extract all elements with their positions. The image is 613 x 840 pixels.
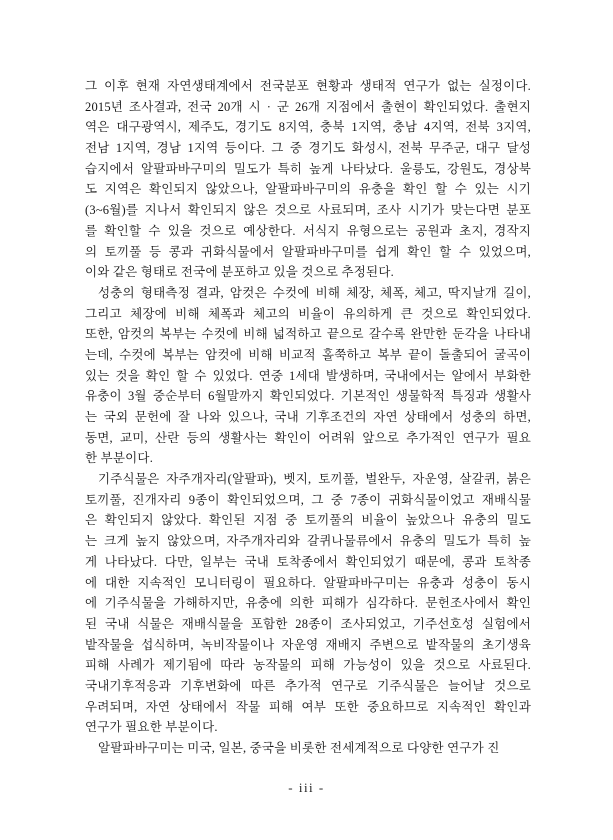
- text-line: 연구가 필요한 부분이다.: [85, 720, 218, 735]
- paragraph: [85, 283, 531, 469]
- text-line: 는 국외 문헌에 잘 나와 있으나, 국내 기후조건의 자연 상태에서 성충의 하면,: [85, 410, 531, 424]
- text-line: 에 대한 지속적인 모니터링이 필요하다. 알팔파바구미는 유충과 성충이 동시: [85, 575, 531, 590]
- text-line: 는 크게 높지 않았으며, 자주개자리와 갈퀴나물류에서 유충의 밀도가 특히 높: [85, 534, 531, 549]
- text-line: (3~6월)를 지나서 확인되지 않은 것으로 사료되며, 조사 시기가 맞는다면 분포: [85, 203, 531, 218]
- text-line: 이와 같은 형태로 전국에 분포하고 있을 것으로 추정된다.: [85, 265, 394, 280]
- text-line: 를 확인할 수 있을 것으로 예상한다. 서식지 유형으로는 공원과 초지, 경작지: [85, 223, 531, 238]
- text-line: 의 토끼풀 등 콩과 귀화식물에서 알팔파바구미를 쉽게 확인 할 수 있었으며,: [85, 244, 531, 259]
- text-line: 국내기후적응과 기후변화에 따른 추가적 연구로 기주식물은 늘어날 것으로: [85, 678, 531, 693]
- text-line: 2015년 조사결과, 전국 20개 시 · 군 26개 지점에서 출현이 확인되었다. 출현지: [85, 99, 531, 114]
- text-line: 피해 사례가 제기됨에 따라 농작물의 피해 가능성이 있을 것으로 사료된다.: [85, 658, 531, 673]
- text-line: 습지에서 알팔파바구미의 밀도가 특히 높게 나타났다. 울릉도, 강원도, 경상북: [85, 161, 531, 176]
- text-line: 유충이 3월 중순부터 6월말까지 확인되었다. 기본적인 생물학적 특징과 생활사: [85, 389, 531, 404]
- text-line: 역은 대구광역시, 제주도, 경기도 8지역, 충북 1지역, 충남 4지역, 전북 3지역,: [85, 120, 531, 135]
- text-line: 은 확인되지 않았다. 확인된 지점 중 토끼풀의 비율이 높았으나 유충의 밀도: [85, 513, 531, 528]
- text-line: 전남 1지역, 경남 1지역 등이다. 그 중 경기도 화성시, 전북 무주군, 대구 달성: [85, 141, 531, 156]
- paragraph: [85, 469, 531, 738]
- text-line: 있는 것을 확인 할 수 있었다. 연중 1세대 발생하며, 국내에서는 알에서 부화한: [85, 368, 531, 383]
- text-line: 된 국내 식물은 재배식물을 포함한 28종이 조사되었고, 기주선호성 실험에서: [85, 616, 531, 631]
- text-line: 기주식물은 자주개자리(알팔파), 벳지, 토끼풀, 벌완두, 자운영, 살갈퀴, 붉은: [98, 472, 531, 487]
- text-line: 동면, 교미, 산란 등의 생활사는 확인이 어려워 앞으로 추가적인 연구가 필요: [85, 430, 531, 445]
- text-line: 그리고 체장에 비해 체폭과 체고의 비율이 유의하게 큰 것으로 확인되었다.: [85, 306, 531, 321]
- text-line: 밭작물을 섭식하며, 녹비작물이나 자운영 재배지 주변으로 밭작물의 초기생육: [85, 637, 531, 652]
- text-line: 게 나타났다. 다만, 일부는 국내 토착종에서 확인되었기 때문에, 콩과 토착종: [85, 554, 531, 569]
- text-line: 한 부분이다.: [85, 451, 154, 466]
- paragraph: [85, 738, 531, 759]
- text-block: [85, 76, 531, 759]
- text-line: 에 기주식물을 가해하지만, 유충에 의한 피해가 심각하다. 문헌조사에서 확인: [85, 596, 531, 611]
- text-line: 성충의 형태측정 결과, 암컷은 수컷에 비해 체장, 체폭, 체고, 딱지날개 길이,: [98, 285, 531, 300]
- text-line: 도 지역은 확인되지 않았으나, 알팔파바구미의 유충을 확인 할 수 있는 시기: [85, 182, 531, 197]
- text-line: 우려되며, 자연 상태에서 작물 피해 여부 또한 중요하므로 지속적인 확인과: [85, 699, 531, 714]
- text-line: 알팔파바구미는 미국, 일본, 중국을 비롯한 전세계적으로 다양한 연구가 진: [98, 741, 500, 755]
- text-line: 는데, 수컷에 복부는 암컷에 비해 비교적 홀쭉하고 복부 끝이 돌출되어 굴곡이: [85, 347, 531, 362]
- text-line: 토끼풀, 진개자리 9종이 확인되었으며, 그 중 7종이 귀화식물이었고 재배식물: [85, 492, 531, 507]
- text-line: 또한, 암컷의 복부는 수컷에 비해 넓적하고 끝으로 갈수록 완만한 둔각을 나타내: [85, 327, 531, 342]
- text-line: 그 이후 현재 자연생태계에서 전국분포 현황과 생태적 연구가 없는 실정이다.: [85, 79, 531, 93]
- paragraph: [85, 76, 531, 283]
- page-number: - iii -: [288, 780, 325, 795]
